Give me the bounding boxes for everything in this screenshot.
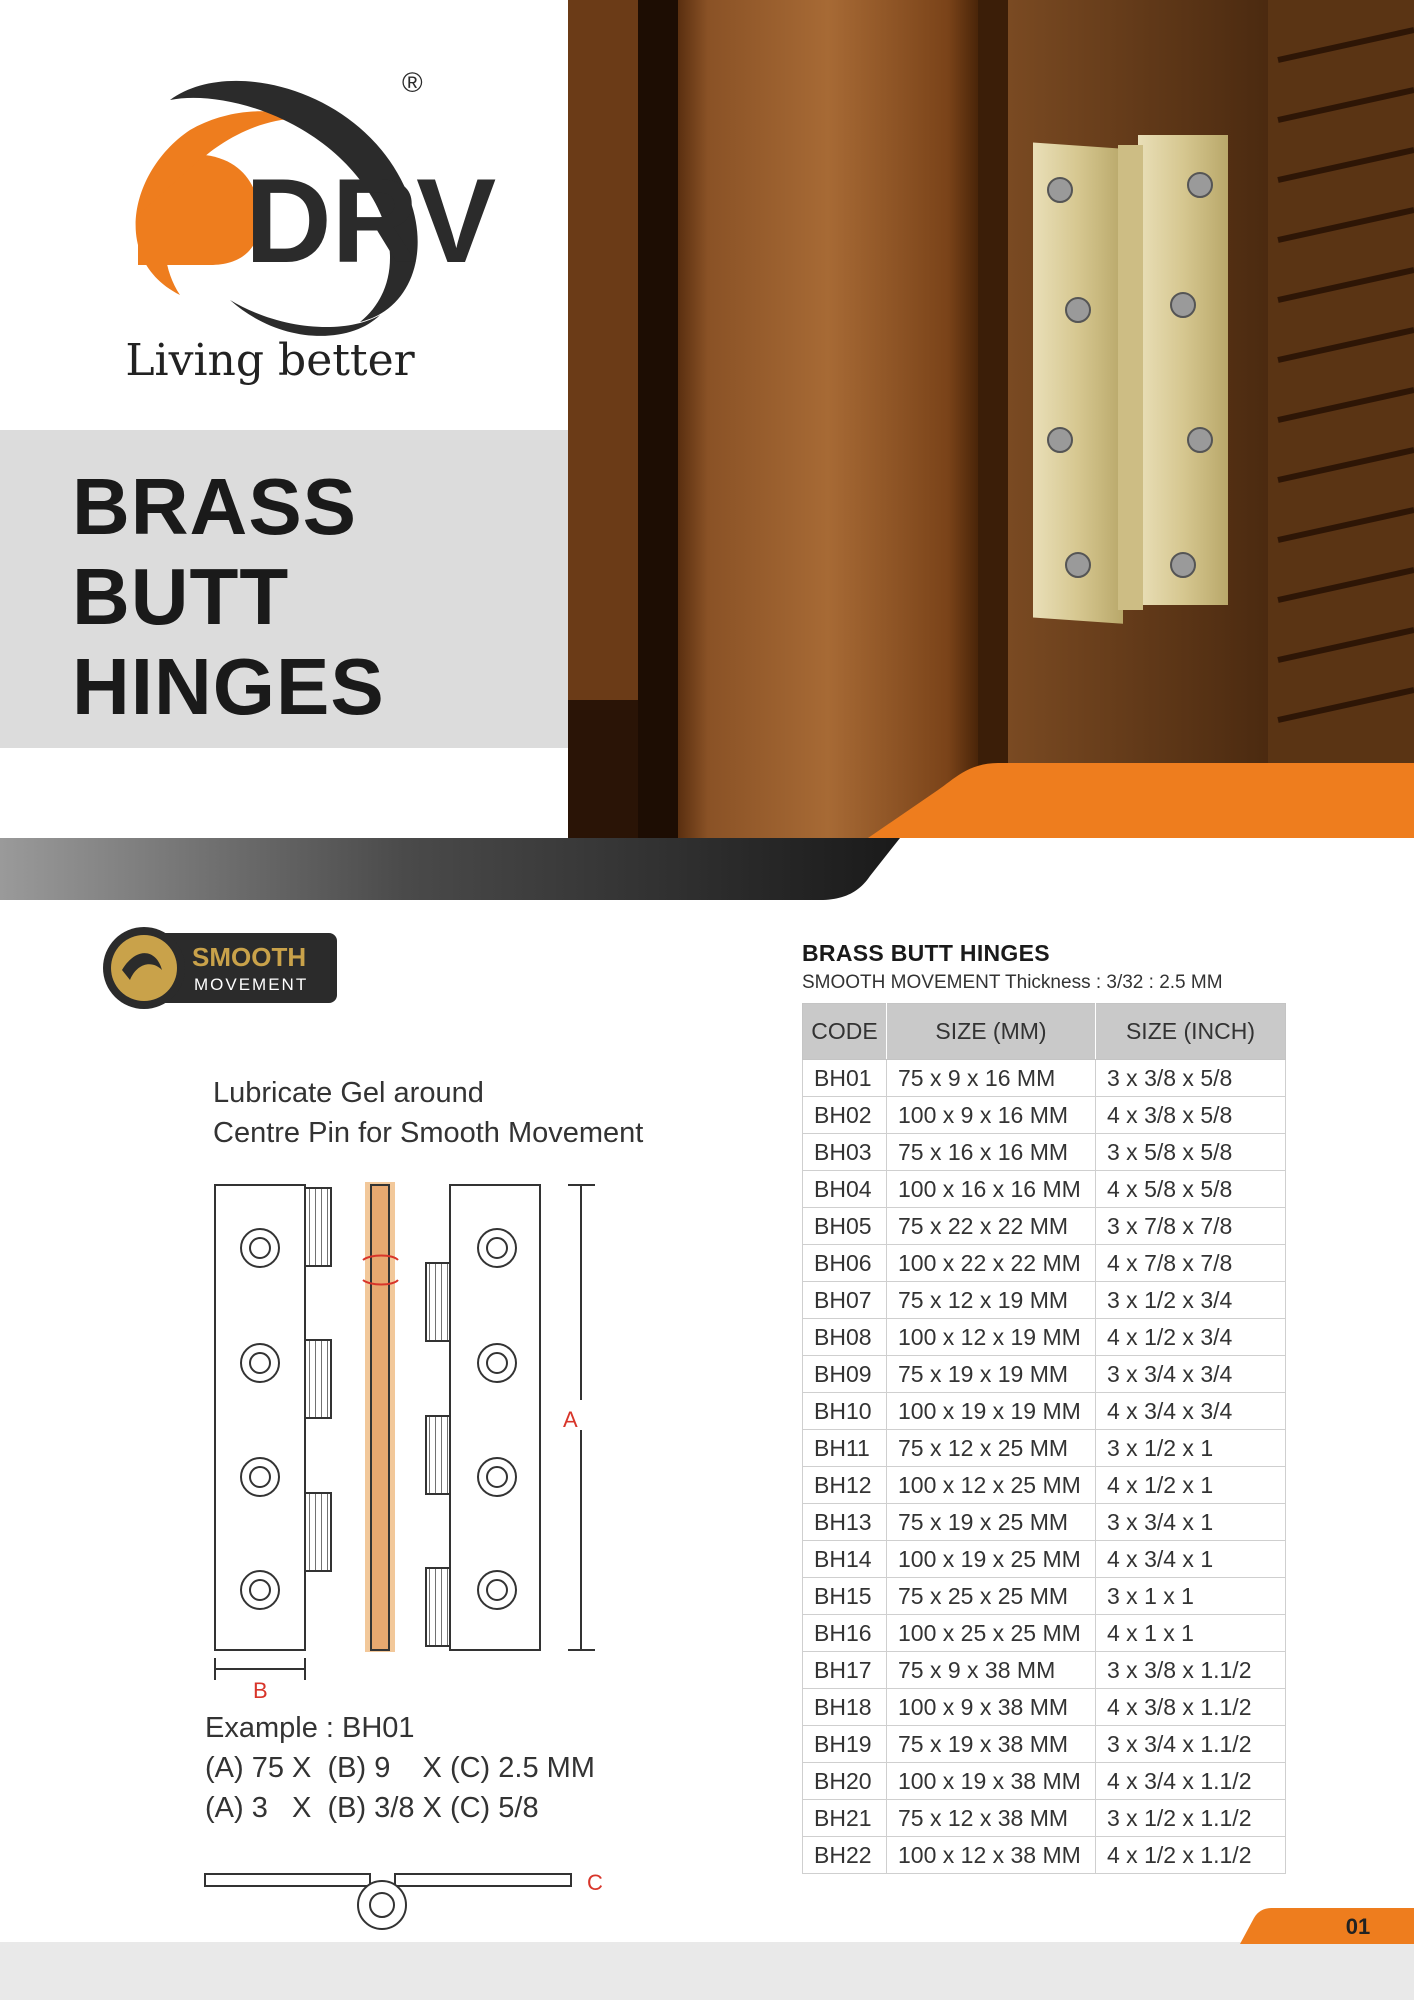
header-swoosh-band <box>0 836 1414 902</box>
hinge-diagram <box>195 1170 615 1730</box>
cell-code: BH21 <box>803 1800 887 1837</box>
cell-size-inch: 3 x 3/8 x 5/8 <box>1096 1060 1286 1097</box>
cell-size-inch: 3 x 3/8 x 1.1/2 <box>1096 1652 1286 1689</box>
cell-code: BH06 <box>803 1245 887 1282</box>
dimension-label-b: B <box>253 1678 268 1703</box>
example-inch: (A) 3 X (B) 3/8 X (C) 5/8 <box>205 1792 539 1824</box>
cell-size-inch: 4 x 3/4 x 1 <box>1096 1541 1286 1578</box>
cell-size-inch: 4 x 3/8 x 1.1/2 <box>1096 1689 1286 1726</box>
cell-code: BH03 <box>803 1134 887 1171</box>
table-row <box>803 1504 1286 1541</box>
table-row <box>803 1726 1286 1763</box>
lubricate-note-line-2: Centre Pin for Smooth Movement <box>213 1117 644 1149</box>
cell-size-inch: 3 x 1/2 x 1 <box>1096 1430 1286 1467</box>
smooth-movement-badge <box>102 925 342 1011</box>
hinge-side-view <box>195 1860 625 1930</box>
cell-size-inch: 4 x 1/2 x 3/4 <box>1096 1319 1286 1356</box>
table-row <box>803 1763 1286 1800</box>
cell-size-mm: 75 x 12 x 38 MM <box>887 1800 1096 1837</box>
cell-size-mm: 100 x 9 x 38 MM <box>887 1689 1096 1726</box>
example-title: Example : BH01 <box>205 1712 415 1744</box>
cell-code: BH09 <box>803 1356 887 1393</box>
cell-size-inch: 4 x 1/2 x 1.1/2 <box>1096 1837 1286 1874</box>
cell-size-inch: 4 x 1 x 1 <box>1096 1615 1286 1652</box>
cell-size-inch: 3 x 1/2 x 3/4 <box>1096 1282 1286 1319</box>
table-row <box>803 1208 1286 1245</box>
table-row <box>803 1430 1286 1467</box>
table-row <box>803 1541 1286 1578</box>
cell-size-inch: 3 x 3/4 x 1 <box>1096 1504 1286 1541</box>
table-row <box>803 1356 1286 1393</box>
cell-size-mm: 100 x 12 x 19 MM <box>887 1319 1096 1356</box>
hinge-photo <box>1033 135 1228 624</box>
cell-size-mm: 100 x 19 x 38 MM <box>887 1763 1096 1800</box>
header-code: CODE <box>803 1004 887 1060</box>
cell-code: BH11 <box>803 1430 887 1467</box>
page-number: 01 <box>1345 1914 1371 1939</box>
cell-code: BH16 <box>803 1615 887 1652</box>
cell-size-inch: 3 x 3/4 x 1.1/2 <box>1096 1726 1286 1763</box>
footer-band <box>0 1942 1414 2000</box>
cell-size-mm: 75 x 25 x 25 MM <box>887 1578 1096 1615</box>
table-row <box>803 1837 1286 1874</box>
table-row <box>803 1282 1286 1319</box>
cell-size-inch: 3 x 7/8 x 7/8 <box>1096 1208 1286 1245</box>
cell-size-mm: 100 x 25 x 25 MM <box>887 1615 1096 1652</box>
cell-size-mm: 100 x 16 x 16 MM <box>887 1171 1096 1208</box>
table-body <box>803 1060 1286 1874</box>
cell-code: BH12 <box>803 1467 887 1504</box>
table-row <box>803 1245 1286 1282</box>
cell-size-mm: 100 x 9 x 16 MM <box>887 1097 1096 1134</box>
example-mm: (A) 75 X (B) 9 X (C) 2.5 MM <box>205 1752 595 1784</box>
cell-code: BH07 <box>803 1282 887 1319</box>
header-size-inch: SIZE (INCH) <box>1096 1004 1286 1060</box>
table-row <box>803 1615 1286 1652</box>
cell-size-mm: 100 x 22 x 22 MM <box>887 1245 1096 1282</box>
cell-size-mm: 75 x 12 x 19 MM <box>887 1282 1096 1319</box>
title-band <box>0 430 568 748</box>
table-row <box>803 1134 1286 1171</box>
cell-code: BH19 <box>803 1726 887 1763</box>
table-row <box>803 1060 1286 1097</box>
badge-line-2: MOVEMENT <box>194 975 309 994</box>
table-title: BRASS BUTT HINGES <box>802 940 1050 966</box>
table-row <box>803 1689 1286 1726</box>
cell-size-inch: 4 x 1/2 x 1 <box>1096 1467 1286 1504</box>
cell-code: BH10 <box>803 1393 887 1430</box>
cell-size-mm: 75 x 19 x 19 MM <box>887 1356 1096 1393</box>
title-line-1: BRASS <box>72 462 358 551</box>
cell-code: BH01 <box>803 1060 887 1097</box>
table-row <box>803 1319 1286 1356</box>
cell-size-mm: 100 x 19 x 19 MM <box>887 1393 1096 1430</box>
brand-tagline: Living better <box>125 335 415 386</box>
header-size-mm: SIZE (MM) <box>887 1004 1096 1060</box>
cell-code: BH17 <box>803 1652 887 1689</box>
cell-code: BH18 <box>803 1689 887 1726</box>
table-row <box>803 1171 1286 1208</box>
cell-size-mm: 75 x 9 x 38 MM <box>887 1652 1096 1689</box>
title-line-2: BUTT <box>72 552 290 641</box>
dimension-label-c: C <box>587 1870 603 1895</box>
cell-code: BH22 <box>803 1837 887 1874</box>
cell-size-inch: 4 x 3/8 x 5/8 <box>1096 1097 1286 1134</box>
table-row <box>803 1393 1286 1430</box>
cell-code: BH04 <box>803 1171 887 1208</box>
cell-size-inch: 4 x 7/8 x 7/8 <box>1096 1245 1286 1282</box>
cell-size-mm: 75 x 9 x 16 MM <box>887 1060 1096 1097</box>
cell-size-mm: 75 x 16 x 16 MM <box>887 1134 1096 1171</box>
cell-size-mm: 100 x 12 x 38 MM <box>887 1837 1096 1874</box>
cell-size-inch: 4 x 5/8 x 5/8 <box>1096 1171 1286 1208</box>
table-subtitle: SMOOTH MOVEMENT Thickness : 3/32 : 2.5 MM <box>802 972 1223 993</box>
title-line-3: HINGES <box>72 642 385 731</box>
cell-code: BH05 <box>803 1208 887 1245</box>
cell-size-inch: 3 x 1/2 x 1.1/2 <box>1096 1800 1286 1837</box>
registered-mark: ® <box>402 67 423 98</box>
cell-size-inch: 3 x 3/4 x 3/4 <box>1096 1356 1286 1393</box>
cell-code: BH20 <box>803 1763 887 1800</box>
table-row <box>803 1097 1286 1134</box>
product-photo <box>568 0 1414 838</box>
cell-code: BH02 <box>803 1097 887 1134</box>
table-row <box>803 1652 1286 1689</box>
table-row <box>803 1578 1286 1615</box>
cell-size-inch: 3 x 5/8 x 5/8 <box>1096 1134 1286 1171</box>
cell-size-inch: 4 x 3/4 x 1.1/2 <box>1096 1763 1286 1800</box>
cell-size-inch: 4 x 3/4 x 3/4 <box>1096 1393 1286 1430</box>
cell-code: BH15 <box>803 1578 887 1615</box>
table-row <box>803 1800 1286 1837</box>
badge-line-1: SMOOTH <box>192 942 307 972</box>
cell-size-mm: 100 x 19 x 25 MM <box>887 1541 1096 1578</box>
cell-size-mm: 75 x 22 x 22 MM <box>887 1208 1096 1245</box>
dimension-label-a: A <box>563 1407 578 1432</box>
logo-letters: DRV <box>245 154 497 288</box>
cell-size-mm: 100 x 12 x 25 MM <box>887 1467 1096 1504</box>
cell-size-mm: 75 x 19 x 38 MM <box>887 1726 1096 1763</box>
cell-size-mm: 75 x 12 x 25 MM <box>887 1430 1096 1467</box>
lubricate-note-line-1: Lubricate Gel around <box>213 1077 484 1109</box>
cell-size-mm: 75 x 19 x 25 MM <box>887 1504 1096 1541</box>
cell-code: BH08 <box>803 1319 887 1356</box>
cell-code: BH14 <box>803 1541 887 1578</box>
table-header-row <box>803 1004 1286 1060</box>
table-row <box>803 1467 1286 1504</box>
cell-code: BH13 <box>803 1504 887 1541</box>
cell-size-inch: 3 x 1 x 1 <box>1096 1578 1286 1615</box>
spec-table <box>802 1003 1286 1874</box>
